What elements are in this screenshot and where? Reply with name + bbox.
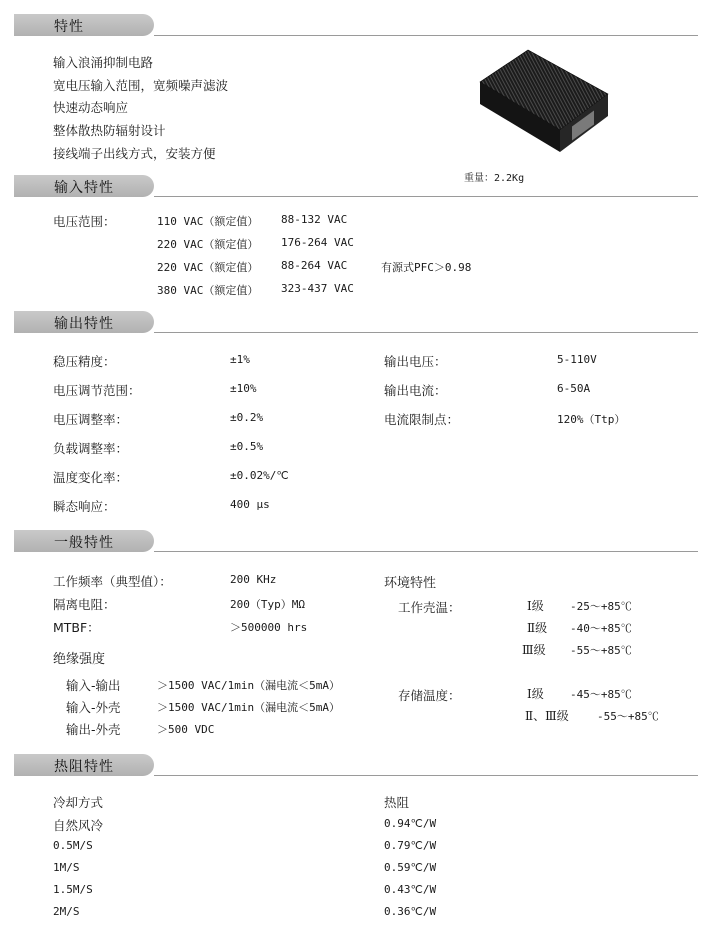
section-title: 热阻特性	[54, 759, 114, 775]
section-title: 特性	[54, 19, 84, 35]
general-label: 工作频率（典型值）：	[53, 574, 172, 589]
thermal-col-method: 冷却方式	[53, 795, 104, 810]
cooling-method: 0.5M/S	[53, 839, 93, 852]
temp-range: -40～+85℃	[570, 622, 632, 635]
input-range: 88-132 VAC	[281, 213, 348, 226]
output-value: 120%（Ttp）	[557, 413, 626, 426]
output-label: 输出电流：	[384, 383, 447, 398]
insulation-label: 输出-外壳	[66, 722, 121, 737]
section-input-header	[14, 175, 698, 199]
grade-label: Ⅱ、Ⅲ级	[525, 709, 569, 723]
feature-item: 整体散热防辐射设计	[53, 123, 166, 138]
output-value: ±0.5%	[230, 440, 264, 453]
output-value: ±10%	[230, 382, 257, 395]
thermal-resistance: 0.36℃/W	[384, 905, 437, 918]
temp-range: -55～+85℃	[597, 710, 659, 723]
feature-item: 宽电压输入范围，宽频噪声滤波	[53, 78, 229, 93]
feature-item: 快速动态响应	[53, 100, 129, 115]
insulation-label: 输入-外壳	[66, 700, 121, 715]
output-value: 6-50A	[557, 382, 591, 395]
input-nominal: 110 VAC（额定值）	[157, 215, 259, 228]
general-value: 200（Typ）MΩ	[230, 598, 305, 611]
cooling-method: 1M/S	[53, 861, 80, 874]
output-label: 负载调整率：	[53, 441, 129, 456]
thermal-resistance: 0.59℃/W	[384, 861, 437, 874]
grade-label: Ⅰ级	[527, 687, 544, 701]
cooling-method: 自然风冷	[53, 818, 104, 833]
feature-item: 输入浪涌抑制电路	[53, 55, 154, 70]
output-label: 输出电压：	[384, 354, 447, 369]
section-thermal-header	[14, 754, 698, 778]
insulation-label: 输入-输出	[66, 678, 121, 693]
general-label: MTBF：	[53, 620, 100, 635]
product-weight: 重量：2.2Kg	[464, 173, 525, 184]
temp-range: -25～+85℃	[570, 600, 632, 613]
general-value: ＞500000 hrs	[230, 621, 308, 634]
general-value: 200 KHz	[230, 573, 277, 586]
section-title: 输出特性	[54, 316, 114, 332]
temp-range: -45～+85℃	[570, 688, 632, 701]
section-title: 一般特性	[54, 535, 114, 551]
input-voltage-label: 电压范围：	[53, 214, 116, 229]
operating-temp-label: 工作壳温：	[398, 600, 461, 615]
output-label: 电压调节范围：	[53, 383, 141, 398]
input-nominal: 380 VAC（额定值）	[157, 284, 259, 297]
insulation-value: ＞500 VDC	[157, 723, 215, 736]
section-output-header	[14, 311, 698, 335]
input-pfc-note: 有源式PFC＞0.98	[381, 261, 472, 274]
general-label: 隔离电阻：	[53, 597, 116, 612]
input-range: 176-264 VAC	[281, 236, 354, 249]
output-label: 温度变化率：	[53, 470, 129, 485]
output-value: ±0.02%/℃	[230, 469, 289, 482]
output-label: 瞬态响应：	[53, 499, 116, 514]
environment-title: 环境特性	[384, 576, 437, 591]
feature-item: 接线端子出线方式，安装方便	[53, 146, 216, 161]
thermal-resistance: 0.94℃/W	[384, 817, 437, 830]
grade-label: Ⅰ级	[527, 599, 544, 613]
output-label: 电压调整率：	[53, 412, 129, 427]
insulation-title: 绝缘强度	[53, 652, 106, 667]
section-features-header	[14, 14, 698, 38]
cooling-method: 1.5M/S	[53, 883, 93, 896]
section-general-header	[14, 530, 698, 554]
output-value: 5-110V	[557, 353, 597, 366]
thermal-resistance: 0.79℃/W	[384, 839, 437, 852]
thermal-col-resistance: 热阻	[384, 795, 410, 810]
insulation-value: ＞1500 VAC/1min（漏电流＜5mA）	[157, 679, 340, 692]
storage-temp-label: 存储温度：	[398, 688, 461, 703]
thermal-resistance: 0.43℃/W	[384, 883, 437, 896]
cooling-method: 2M/S	[53, 905, 80, 918]
input-nominal: 220 VAC（额定值）	[157, 261, 259, 274]
grade-label: Ⅱ级	[527, 621, 548, 635]
section-title: 输入特性	[54, 180, 114, 196]
insulation-value: ＞1500 VAC/1min（漏电流＜5mA）	[157, 701, 340, 714]
input-range: 323-437 VAC	[281, 282, 354, 295]
output-value: 400 μs	[230, 498, 270, 511]
output-value: ±1%	[230, 353, 250, 366]
output-label: 电流限制点：	[384, 412, 460, 427]
product-image	[468, 42, 618, 164]
output-label: 稳压精度：	[53, 354, 116, 369]
temp-range: -55～+85℃	[570, 644, 632, 657]
input-range: 88-264 VAC	[281, 259, 348, 272]
output-value: ±0.2%	[230, 411, 264, 424]
input-nominal: 220 VAC（额定值）	[157, 238, 259, 251]
grade-label: Ⅲ级	[522, 643, 546, 657]
